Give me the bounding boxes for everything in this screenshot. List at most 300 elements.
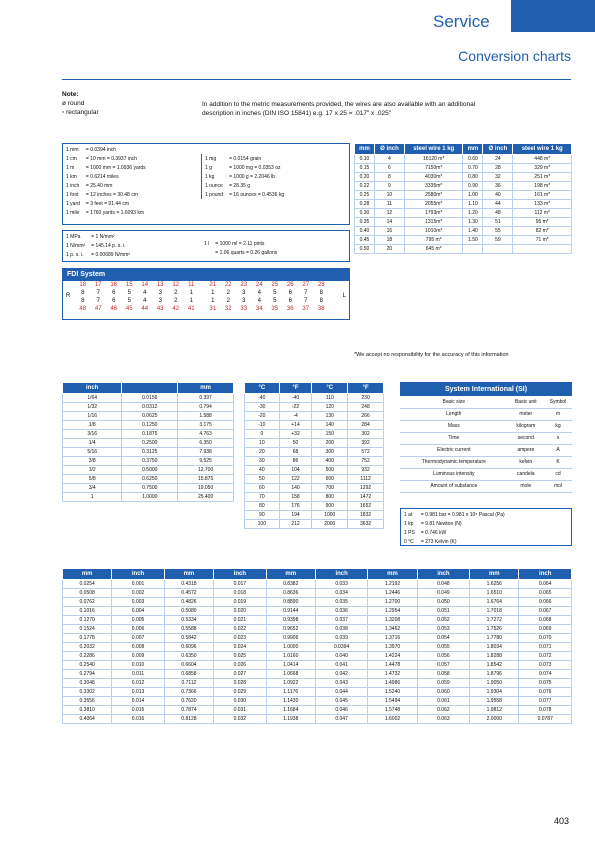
column-header: mm [368, 569, 417, 580]
table-cell: 18 [374, 236, 404, 245]
tooth-number: 1 [211, 290, 215, 296]
table-cell: 1.8034 [470, 643, 519, 652]
table-cell: 0.40 [355, 227, 375, 236]
table-row [400, 456, 572, 468]
table-cell: 0.20 [355, 173, 375, 182]
table-cell: 6 [374, 164, 404, 173]
table-cell: 0.064 [519, 580, 572, 589]
tooth-number: 7 [96, 298, 100, 304]
table-cell: 68 [279, 448, 312, 457]
table-cell: 0.4826 [164, 598, 213, 607]
table-cell: 0.033 [315, 580, 367, 589]
note-line-1: In addition to the metric measurements provided, the wires are also available with an additional [202, 101, 476, 108]
table-cell: 0.3810 [63, 706, 112, 715]
table-cell: 0.8128 [164, 715, 213, 724]
unit-name [201, 248, 212, 257]
table-cell: 0.035 [315, 598, 367, 607]
table-cell: 0.001 [112, 580, 164, 589]
table-cell: 0.026 [214, 661, 266, 670]
table-cell: 1.0000 [266, 643, 315, 652]
table-row [63, 154, 149, 163]
unit-value: = 28.35 g [229, 182, 251, 189]
unit-value: = 9.81 Newton (N) [420, 520, 462, 527]
table-row [202, 163, 288, 172]
table-cell: 0.5334 [164, 616, 213, 625]
table-cell: Time [400, 432, 508, 444]
table-cell: 0.1270 [63, 616, 112, 625]
table-cell: 1.3208 [368, 616, 417, 625]
table-cell: 0.010 [112, 661, 164, 670]
table-cell: 0.055 [417, 643, 469, 652]
table-cell: 1/16 [63, 412, 122, 421]
table-cell: 500 [312, 466, 348, 475]
section-tab [511, 0, 595, 32]
table-cell: 0.050 [417, 598, 469, 607]
table-cell: 1.0414 [266, 661, 315, 670]
table-cell: 1.6764 [470, 598, 519, 607]
table-cell: 0.8382 [266, 580, 315, 589]
table-cell: 28 [483, 164, 513, 173]
tooth-number: 8 [319, 290, 323, 296]
table-cell: 230 [348, 394, 384, 403]
table-cell: 0.4318 [164, 580, 213, 589]
table-cell: 1.40 [463, 227, 483, 236]
table-cell: 0.042 [315, 670, 367, 679]
table-cell: 50 [279, 439, 312, 448]
tooth-number: 21 [209, 282, 217, 288]
table-cell: 795 m* [404, 236, 462, 245]
tooth-number: 4 [143, 290, 147, 296]
table-cell: 1.5748 [368, 706, 417, 715]
table-cell: -22 [279, 403, 312, 412]
table-cell: 1/2 [63, 466, 122, 475]
unit-name: 1 cm [66, 155, 77, 162]
table-cell: 9.525 [178, 457, 234, 466]
fdi-row-upper-numbers [75, 282, 329, 288]
table-cell: 0.003 [112, 598, 164, 607]
table-row [63, 457, 234, 466]
table-cell: second [508, 432, 544, 444]
table-cell: 302 [348, 430, 384, 439]
table-cell: 0.041 [315, 661, 367, 670]
header-row [63, 569, 572, 580]
table-cell: 12.700 [178, 466, 234, 475]
tooth-number: 8 [319, 298, 323, 304]
tooth-number: 36 [286, 306, 294, 312]
unit-name: 1 m [66, 164, 75, 171]
table-cell: 1.6256 [470, 580, 519, 589]
table-row [63, 394, 234, 403]
table-cell: 0.038 [315, 625, 367, 634]
table-row [245, 439, 384, 448]
tooth-number: 33 [240, 306, 248, 312]
table-row [63, 625, 572, 634]
table-row [63, 697, 572, 706]
table-row [245, 421, 384, 430]
tooth-number: 5 [127, 290, 131, 296]
table-cell: 0.049 [417, 589, 469, 598]
table-cell: 1.7780 [470, 634, 519, 643]
table-cell: 0.034 [315, 589, 367, 598]
table-cell: 0.028 [214, 679, 266, 688]
tooth-number: 37 [302, 306, 310, 312]
table-row [63, 484, 234, 493]
table-cell: 0.5000 [122, 466, 178, 475]
table-cell: kelvin [508, 456, 544, 468]
table-cell: 1.588 [178, 412, 234, 421]
table-cell: 0.2032 [63, 643, 112, 652]
unit-value: = 1000 mm = 1.0936 yards [85, 164, 146, 171]
tooth-number: 47 [94, 306, 102, 312]
table-cell: 0.068 [519, 616, 572, 625]
table-cell: 40 [483, 191, 513, 200]
table-row [245, 412, 384, 421]
table-cell: -20 [245, 412, 280, 421]
table-cell: 645 m* [404, 245, 462, 254]
table-cell: 0.7874 [164, 706, 213, 715]
table-row [63, 163, 149, 172]
table-cell: 0 [245, 430, 280, 439]
table-cell: 7.938 [178, 448, 234, 457]
table-cell: 700 [312, 484, 348, 493]
table-cell: 0.069 [519, 625, 572, 634]
table-cell: 1.9050 [470, 679, 519, 688]
table-row [355, 245, 572, 254]
table-cell: 0.066 [519, 598, 572, 607]
table-cell: 800 [312, 493, 348, 502]
wire-table [354, 143, 572, 254]
table-cell: 122 [279, 475, 312, 484]
table-cell: 1.7526 [470, 625, 519, 634]
table-cell: 0.022 [214, 625, 266, 634]
table-cell: 5/16 [63, 448, 122, 457]
table-cell: 86 [279, 457, 312, 466]
note-label: Note: [62, 91, 79, 98]
unit-name: 1 kp [404, 520, 414, 527]
table-cell: 572 [348, 448, 384, 457]
table-row [63, 607, 572, 616]
table-cell: 32 [483, 173, 513, 182]
table-cell: 0.002 [112, 589, 164, 598]
table-cell: Amount of substance [400, 480, 508, 492]
table-row [63, 589, 572, 598]
table-cell: 0.30 [355, 209, 375, 218]
table-cell: 3/4 [63, 484, 122, 493]
table-cell: 0.030 [214, 697, 266, 706]
table-cell: 0.011 [112, 670, 164, 679]
table-cell: 40 [245, 466, 280, 475]
tooth-number: 34 [255, 306, 263, 312]
unit-value: = 3 feet = 91.44 cm [85, 200, 129, 207]
table-row [355, 236, 572, 245]
tooth-number: 41 [187, 306, 195, 312]
table-cell: 1/4 [63, 439, 122, 448]
table-cell: Basic size [400, 396, 508, 408]
column-header: mm [470, 569, 519, 580]
table-cell: 0.015 [112, 706, 164, 715]
table-cell: 176 [279, 502, 312, 511]
table-cell: 1.9558 [470, 697, 519, 706]
table-cell: 1.3716 [368, 634, 417, 643]
table-cell: 400 [312, 457, 348, 466]
table-row [355, 155, 572, 164]
table-cell: 1.1176 [266, 688, 315, 697]
table-cell: 0.50 [355, 245, 375, 254]
unit-value: = 1760 yards = 1.6093 km [85, 209, 144, 216]
table-cell: 1.0000 [122, 493, 178, 502]
table-cell: 0.9144 [266, 607, 315, 616]
table-cell: 0.1250 [122, 421, 178, 430]
table-cell: kg [544, 420, 572, 432]
table-cell: 150 [312, 430, 348, 439]
table-cell: 0.046 [315, 706, 367, 715]
table-cell: m [544, 408, 572, 420]
table-cell: A [544, 444, 572, 456]
column-header: inch [214, 569, 266, 580]
table-row [245, 484, 384, 493]
tooth-number: 15 [125, 282, 133, 288]
table-row [245, 475, 384, 484]
table-cell: 24 [483, 155, 513, 164]
table-cell: 0.073 [519, 661, 572, 670]
table-cell [513, 245, 572, 254]
table-cell: 0.029 [214, 688, 266, 697]
table-row [355, 191, 572, 200]
table-cell: 0.794 [178, 403, 234, 412]
table-row [245, 520, 384, 529]
unit-name: 1 MPa [66, 233, 81, 240]
table-cell: 1793m* [404, 209, 462, 218]
table-cell: 50 [245, 475, 280, 484]
table-cell: 1/32 [63, 403, 122, 412]
table-cell: 0.017 [214, 580, 266, 589]
table-row [63, 232, 133, 241]
tooth-number: 14 [141, 282, 149, 288]
table-cell: 0.058 [417, 670, 469, 679]
table-row [355, 218, 572, 227]
column-header: mm [178, 383, 234, 394]
table-cell: mole [508, 480, 544, 492]
table-cell: 0.90 [463, 182, 483, 191]
table-cell: 70 [245, 493, 280, 502]
table-cell: 3632 [348, 520, 384, 529]
table-cell: 0.031 [214, 706, 266, 715]
table-cell: cd [544, 468, 572, 480]
table-row [400, 480, 572, 492]
table-cell: 1.2954 [368, 607, 417, 616]
table-cell: 3/16 [63, 430, 122, 439]
table-cell: 0.70 [463, 164, 483, 173]
tooth-number: 3 [158, 290, 162, 296]
tooth-number: 42 [172, 306, 180, 312]
table-cell: 16120 m* [404, 155, 462, 164]
table-cell: 1.4224 [368, 652, 417, 661]
note-block [62, 90, 99, 117]
header-row [355, 144, 572, 155]
fdi-row-lower [75, 298, 329, 304]
table-cell: K [544, 456, 572, 468]
table-cell: 0.7366 [164, 688, 213, 697]
unit-value: = 1 N/mm² [91, 233, 115, 240]
tooth-number: 25 [271, 282, 279, 288]
table-cell: 0.075 [519, 679, 572, 688]
table-cell: 0.7500 [122, 484, 178, 493]
table-cell: 266 [348, 412, 384, 421]
table-cell: 1010m* [404, 227, 462, 236]
table-cell: 0.070 [519, 634, 572, 643]
column-header: steel wire 1 kg [513, 144, 572, 155]
table-cell: meter [508, 408, 544, 420]
table-row [245, 493, 384, 502]
table-cell: 80 [245, 502, 280, 511]
disclaimer: *We accept no responsibility for the accuracy of this information [354, 352, 509, 358]
table-cell: 1.8796 [470, 670, 519, 679]
table-row [400, 444, 572, 456]
unit-value: = 1000 g = 2.2046 lb [229, 173, 275, 180]
table-cell: 0.6350 [164, 652, 213, 661]
table-cell: 82 m* [513, 227, 572, 236]
table-cell: 1.1684 [266, 706, 315, 715]
header-row [400, 382, 572, 396]
table-row [63, 634, 572, 643]
table-cell: 0.1778 [63, 634, 112, 643]
table-cell: 161 m* [513, 191, 572, 200]
table-row [63, 643, 572, 652]
table-cell: 0.28 [355, 200, 375, 209]
table-cell: 1.9812 [470, 706, 519, 715]
unit-name: 1 ounce [205, 182, 223, 189]
units-table [401, 510, 508, 546]
table-row [400, 468, 572, 480]
column-header: mm [63, 569, 112, 580]
table-cell: 0.2540 [63, 661, 112, 670]
tooth-number: 2 [226, 290, 230, 296]
column-header: inch [315, 569, 367, 580]
table-row [63, 181, 149, 190]
table-cell: 0.4572 [164, 589, 213, 598]
table-row [201, 248, 280, 257]
table-cell: 1000 [312, 511, 348, 520]
tooth-number: 32 [224, 306, 232, 312]
column-header: mm [164, 569, 213, 580]
table-cell: 51 [483, 218, 513, 227]
tooth-number: 31 [209, 306, 217, 312]
table-cell: Mass [400, 420, 508, 432]
column-header: inch [63, 383, 122, 394]
table-cell: 20 [245, 448, 280, 457]
table-cell: 25.400 [178, 493, 234, 502]
table-cell: 1/8 [63, 421, 122, 430]
table-cell: 0.007 [112, 634, 164, 643]
unit-name: 1 mg [205, 155, 217, 162]
table-cell: -40 [245, 394, 280, 403]
table-row [63, 208, 149, 217]
table-row [355, 173, 572, 182]
tooth-number: 5 [273, 298, 277, 304]
unit-value: = 25.40 mm [85, 182, 113, 189]
table-cell: 0.80 [463, 173, 483, 182]
table-cell: 0.2500 [122, 439, 178, 448]
table-cell: 7150m* [404, 164, 462, 173]
table-cell: 8 [374, 173, 404, 182]
table-cell: +32 [279, 430, 312, 439]
table-cell: 448 m* [513, 155, 572, 164]
table-cell: 0.5842 [164, 634, 213, 643]
table-cell: 1.5494 [368, 697, 417, 706]
table-row [355, 200, 572, 209]
table-cell: 0.0625 [122, 412, 178, 421]
table-cell: 1.8288 [470, 652, 519, 661]
table-row [401, 537, 508, 546]
table-cell: 0.0156 [122, 394, 178, 403]
table-cell: 0.004 [112, 607, 164, 616]
length-table [63, 145, 149, 217]
column-header: °C [245, 383, 280, 394]
table-cell: 11 [374, 200, 404, 209]
table-cell: 48 [483, 209, 513, 218]
table-cell: 1.2192 [368, 580, 417, 589]
unit-name: 1 inch [66, 182, 80, 189]
table-cell: 104 [279, 466, 312, 475]
table-cell: 55 [483, 227, 513, 236]
table-cell: 14 [374, 218, 404, 227]
table-row [400, 408, 572, 420]
table-cell: 0.397 [178, 394, 234, 403]
unit-value: = 0.981 bar = 0.981 x 10⁵ Pascal (Pa) [420, 511, 505, 518]
table-cell: 0.036 [315, 607, 367, 616]
table-cell: 0.3302 [63, 688, 112, 697]
tooth-number: 4 [257, 290, 261, 296]
column-header: inch [417, 569, 469, 580]
tooth-number: 48 [79, 306, 87, 312]
table-cell: 1472 [348, 493, 384, 502]
unit-value: = 0.00689 N/mm² [91, 251, 130, 258]
table-cell: 2000 [312, 520, 348, 529]
unit-name: 1 g [205, 164, 212, 171]
tooth-number: 1 [189, 298, 193, 304]
table-cell: 1.4986 [368, 679, 417, 688]
table-cell: 0.1875 [122, 430, 178, 439]
table-cell: 90 [245, 511, 280, 520]
unit-name: 1 PS [404, 529, 415, 536]
unit-name: 1 kg [205, 173, 215, 180]
table-cell: 1.5240 [368, 688, 417, 697]
table-row [400, 432, 572, 444]
tooth-number: 38 [317, 306, 325, 312]
table-cell: 0.077 [519, 697, 572, 706]
table-row [63, 715, 572, 724]
table-cell: 1.2700 [368, 598, 417, 607]
table-cell: 0.8636 [266, 589, 315, 598]
table-row [202, 190, 288, 199]
table-cell: ampere [508, 444, 544, 456]
unit-value: = 10 mm = 0.3937 inch [85, 155, 138, 162]
table-cell: 1112 [348, 475, 384, 484]
table-row [202, 181, 288, 190]
table-row [63, 412, 234, 421]
table-cell: 1.30 [463, 218, 483, 227]
table-row [245, 448, 384, 457]
table-cell: 1.9304 [470, 688, 519, 697]
table-row [245, 394, 384, 403]
table-cell: 140 [279, 484, 312, 493]
table-cell: 1.3462 [368, 625, 417, 634]
table-cell: 1.4478 [368, 661, 417, 670]
table-cell: Electric current [400, 444, 508, 456]
table-cell: 0.3048 [63, 679, 112, 688]
table-cell: 1.1938 [266, 715, 315, 724]
table-cell: -10 [245, 421, 280, 430]
